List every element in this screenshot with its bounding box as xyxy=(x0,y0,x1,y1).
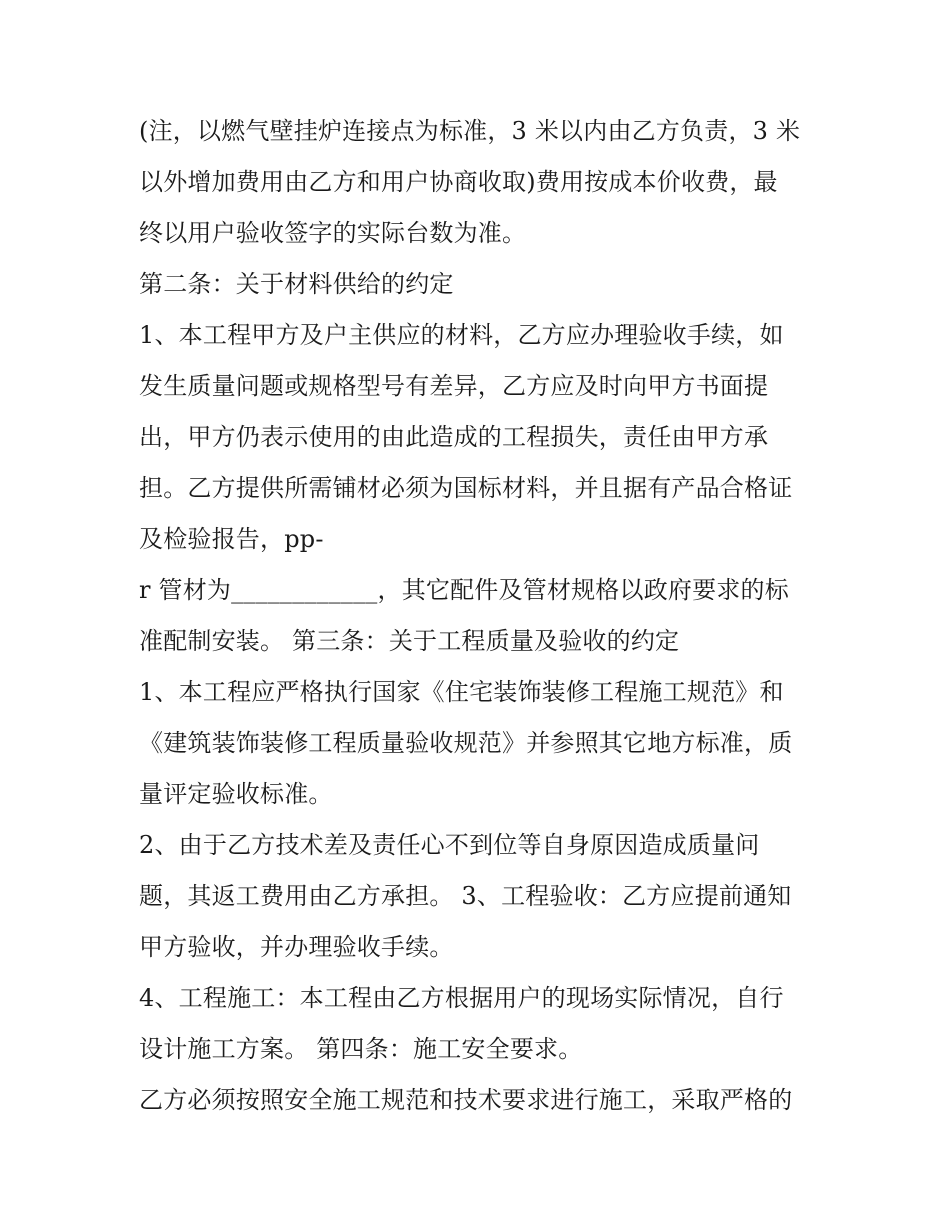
text-line-10: r 管材为____________，其它配件及管材规格以政府要求的标 xyxy=(139,576,789,604)
text-line-19: 设计施工方案。 第四条：施工安全要求。 xyxy=(139,1035,583,1063)
text-line-18: 4、工程施工：本工程由乙方根据用户的现场实际情况，自行 xyxy=(139,984,784,1012)
text-line-7: 出，甲方仍表示使用的由此造成的工程损失，责任由甲方承 xyxy=(139,423,769,451)
text-line-6: 发生质量问题或规格型号有差异，乙方应及时向甲方书面提 xyxy=(139,372,769,400)
text-line-3: 终以用户验收签字的实际台数为准。 xyxy=(139,219,527,247)
text-line-20: 乙方必须按照安全施工规范和技术要求进行施工，采取严格的 xyxy=(139,1086,793,1114)
text-line-9: 及检验报告，pp- xyxy=(139,525,324,553)
text-line-5: 1、本工程甲方及户主供应的材料，乙方应办理验收手续，如 xyxy=(139,321,784,349)
text-line-17: 甲方验收，并办理验收手续。 xyxy=(139,933,454,961)
text-line-13: 《建筑装饰装修工程质量验收规范》并参照其它地方标准，质 xyxy=(139,729,793,757)
document-body xyxy=(139,106,819,1126)
text-line-15: 2、由于乙方技术差及责任心不到位等自身原因造成质量问 xyxy=(139,831,760,859)
text-line-14: 量评定验收标准。 xyxy=(139,780,333,808)
text-line-8: 担。乙方提供所需铺材必须为国标材料，并且据有产品合格证 xyxy=(139,474,793,502)
text-line-2: 以外增加费用由乙方和用户协商收取)费用按成本价收费，最 xyxy=(139,168,778,196)
text-line-16: 题，其返工费用由乙方承担。 3、工程验收：乙方应提前通知 xyxy=(139,882,792,910)
text-line-1: (注，以燃气壁挂炉连接点为标准，3 米以内由乙方负责，3 米 xyxy=(139,117,801,145)
text-line-11: 准配制安装。 第三条：关于工程质量及验收的约定 xyxy=(139,627,680,655)
text-line-12: 1、本工程应严格执行国家《住宅装饰装修工程施工规范》和 xyxy=(139,678,784,706)
section-heading-article-2: 第二条：关于材料供给的约定 xyxy=(139,270,454,298)
